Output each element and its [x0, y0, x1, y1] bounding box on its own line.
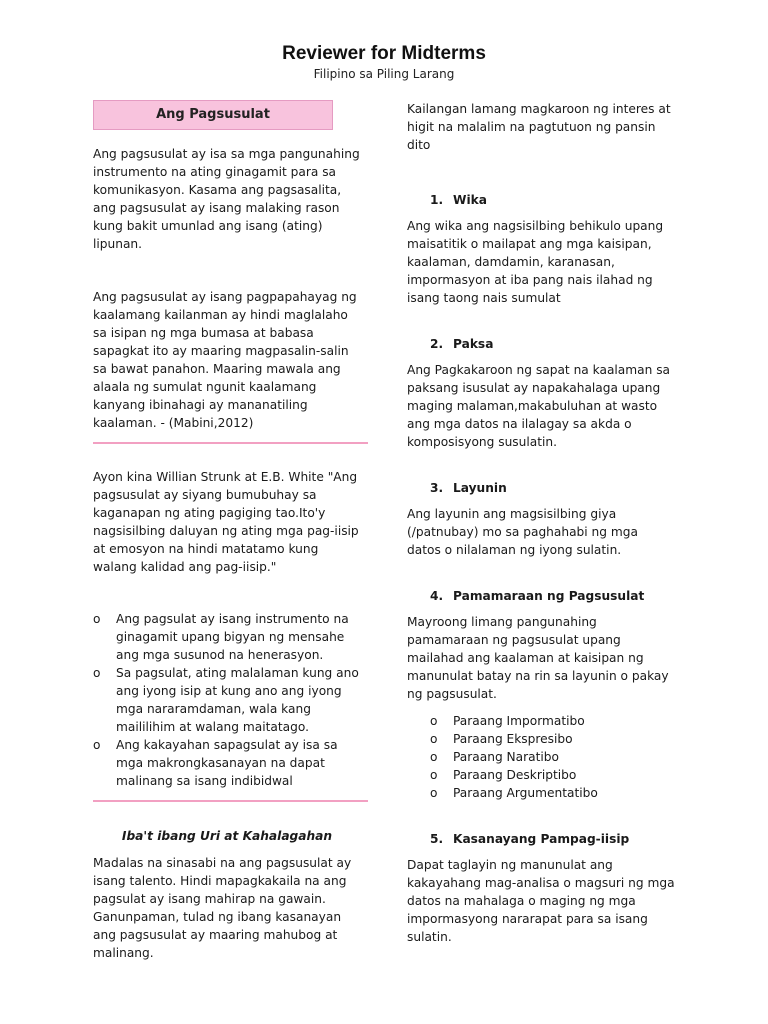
bullet-marker: o: [93, 738, 101, 752]
bullet-marker: o: [430, 732, 438, 746]
left-column: [93, 100, 361, 962]
list-item: o Paraang Deskriptibo: [430, 768, 577, 782]
section-title: Ang Pagsusulat: [156, 107, 270, 122]
list-item: o Paraang Argumentatibo: [430, 786, 598, 800]
paragraph: Ang pagsusulat ay isa sa mga pangunahing instrumento na ating ginagamit para sa komunikasyon. Kasama ang pagsasalita, ang pagsusulat ay isang malaking rason kung bakit umunlad ang isang (ating) lipunan.: [93, 147, 360, 251]
section-heading: Iba't ibang Uri at Kahalagahan: [121, 829, 333, 843]
numbered-heading: 1. Wika: [430, 193, 487, 207]
list-item: o Paraang Impormatibo: [430, 714, 585, 728]
bullet-marker: o: [93, 612, 101, 626]
paragraph: Ang pagsusulat ay isang pagpapahayag ng kaalamang kailanman ay hindi maglalaho sa isipan ng mga bumasa at babasa sapagkat ito ay maaring magpasalin-salin sa bawat panahon. Maaring mawala ang alaala ng sumulat ngunit kaalamang kanyang ibinahagi ay mananatiling kaalaman. - (Mabini,2012): [93, 290, 357, 430]
paragraph: Ang wika ang nagsisilbing behikulo upang maisatitik o mailapat ang mga kaisipan, kaalaman, damdamin, karanasan, impormasyon at iba pang nais ilahad ng isang taong nais sumulat: [407, 219, 664, 305]
right-column: [407, 100, 675, 946]
numbered-heading: 2. Paksa: [430, 337, 494, 351]
list-item: o Ang kakayahan sapagsulat ay isa sa mga makrongkasanayan na dapat malinang sa isang indibidwal: [93, 738, 338, 788]
document-subtitle: Filipino sa Piling Larang: [313, 67, 455, 81]
list-item: o Paraang Naratibo: [430, 750, 559, 764]
bullet-marker: o: [93, 666, 101, 680]
bullet-marker: o: [430, 786, 438, 800]
document-title: Reviewer for Midterms: [282, 43, 486, 64]
numbered-heading: 3. Layunin: [430, 481, 507, 495]
numbered-heading: 5. Kasanayang Pampag-iisip: [430, 832, 630, 846]
list-item: o Paraang Ekspresibo: [430, 732, 573, 746]
bullet-marker: o: [430, 768, 438, 782]
bullet-marker: o: [430, 750, 438, 764]
bullet-marker: o: [430, 714, 438, 728]
paragraph: Ang layunin ang magsisilbing giya (/patnubay) mo sa paghahabi ng mga datos o nilalaman ng iyong sulatin.: [407, 507, 638, 557]
bullet-list: [407, 712, 675, 802]
paragraph: Kailangan lamang magkaroon ng interes at higit na malalim na pagtutuon ng pansin dito: [407, 102, 671, 152]
paragraph: Ang Pagkakaroon ng sapat na kaalaman sa paksang isusulat ay napakahalaga upang maging malaman,makabuluhan at wasto ang mga datos na ilalagay sa akda o komposisyong susulatin.: [407, 363, 671, 449]
list-item: o Sa pagsulat, ating malalaman kung ano ang iyong isip at kung ano ang iyong mga nararamdaman, wala kang maililihim at walang maitatago.: [93, 666, 359, 734]
paragraph: Dapat taglayin ng manunulat ang kakayahang mag-analisa o magsuri ng mga datos na mahalaga o maging ng mga impormasyong nararapat para sa isang sulatin.: [407, 858, 675, 944]
paragraph: Madalas na sinasabi na ang pagsusulat ay isang talento. Hindi mapagkakaila na ang pagsulat ay isang mahirap na gawain. Ganunpaman, tulad ng ibang kasanayan ang pagsusulat ay maaring mahubog at malinang.: [93, 856, 352, 960]
list-item: o Ang pagsulat ay isang instrumento na ginagamit upang bigyan ng mensahe ang mga susunod na henerasyon.: [93, 612, 349, 662]
bullet-list: [93, 610, 361, 790]
paragraph: Ayon kina Willian Strunk at E.B. White "Ang pagsusulat ay siyang bumubuhay sa kaganapan ng ating pagiging tao.Ito'y nagsisilbing daluyan ng ating mga pag-iisip at emosyon na hindi matatamo kung walang kalidad ang pag-iisip.": [93, 470, 359, 574]
paragraph: Mayroong limang pangunahing pamamaraan ng pagsusulat upang mailahad ang kaalaman at kaisipan ng manunulat batay na rin sa layunin o pakay ng pagsusulat.: [407, 615, 669, 701]
numbered-heading: 4. Pamamaraan ng Pagsusulat: [430, 589, 645, 603]
section-title-box: [93, 100, 333, 130]
